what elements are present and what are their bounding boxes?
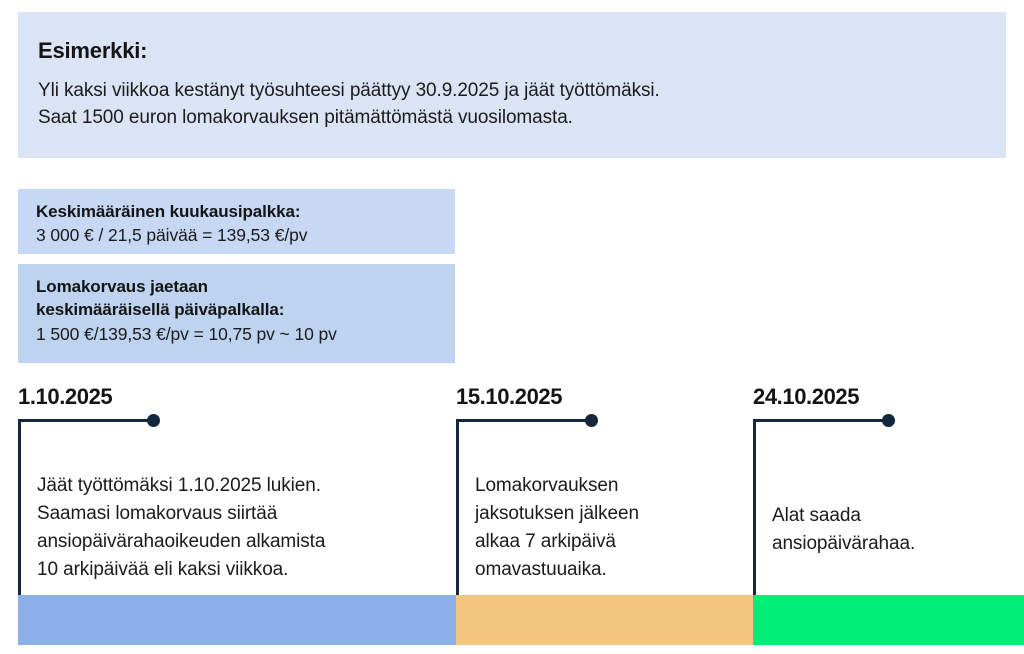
timeline-description-3 xyxy=(772,502,1016,558)
example-callout-box xyxy=(18,12,1006,158)
timeline-elbow-1 xyxy=(18,419,153,422)
calculation-box-average-monthly-salary xyxy=(18,189,455,254)
timeline-description-line: omavastuuaika. xyxy=(475,559,607,581)
timeline-elbow-2 xyxy=(456,419,591,422)
timeline-description-line: 10 arkipäivää eli kaksi viikkoa. xyxy=(37,559,289,581)
timeline-description-line: alkaa 7 arkipäivä xyxy=(475,531,616,553)
example-line-1: Yli kaksi viikkoa kestänyt työsuhteesi päättyy 30.9.2025 ja jäät työttömäksi. xyxy=(38,80,660,101)
timeline-description-line: Jäät työttömäksi 1.10.2025 lukien. xyxy=(37,475,321,496)
timeline-description-line: ansiopäivärahaa. xyxy=(772,533,916,555)
timeline-description-1 xyxy=(37,472,449,584)
timeline-bar-period-3 xyxy=(753,595,1024,645)
timeline xyxy=(0,380,1024,654)
timeline-elbow-3 xyxy=(753,419,888,422)
timeline-date-3: 24.10.2025 xyxy=(753,384,860,409)
timeline-description-line: ansiopäivärahaoikeuden alkamista xyxy=(37,531,326,553)
calculation-label-line-1: Lomakorvaus jaetaan xyxy=(36,277,208,296)
calculation-label: Keskimääräinen kuukausipalkka: xyxy=(36,202,301,221)
timeline-description-line: Lomakorvauksen xyxy=(475,475,619,496)
timeline-bar-period-1 xyxy=(18,595,456,645)
calculation-label-line-2: keskimääräisellä päiväpalkalla: xyxy=(36,300,285,320)
calculation-value: 3 000 € / 21,5 päivää = 139,53 €/pv xyxy=(36,225,308,246)
timeline-date-1: 1.10.2025 xyxy=(18,384,113,409)
example-line-2: Saat 1500 euron lomakorvauksen pitämättömästä vuosilomasta. xyxy=(38,106,573,128)
timeline-bar-period-2 xyxy=(456,595,753,645)
timeline-description-2 xyxy=(475,472,745,584)
timeline-date-2: 15.10.2025 xyxy=(456,384,563,409)
timeline-dot-3 xyxy=(882,414,895,427)
timeline-dot-2 xyxy=(585,414,598,427)
timeline-description-line: Alat saada xyxy=(772,505,861,526)
timeline-description-line: jaksotuksen jälkeen xyxy=(475,503,639,525)
example-title: Esimerkki: xyxy=(38,38,148,63)
calculation-box-holiday-compensation-division xyxy=(18,264,455,363)
timeline-description-line: Saamasi lomakorvaus siirtää xyxy=(37,503,278,525)
timeline-dot-1 xyxy=(147,414,160,427)
calculation-value: 1 500 €/139,53 €/pv = 10,75 pv ~ 10 pv xyxy=(36,323,337,344)
